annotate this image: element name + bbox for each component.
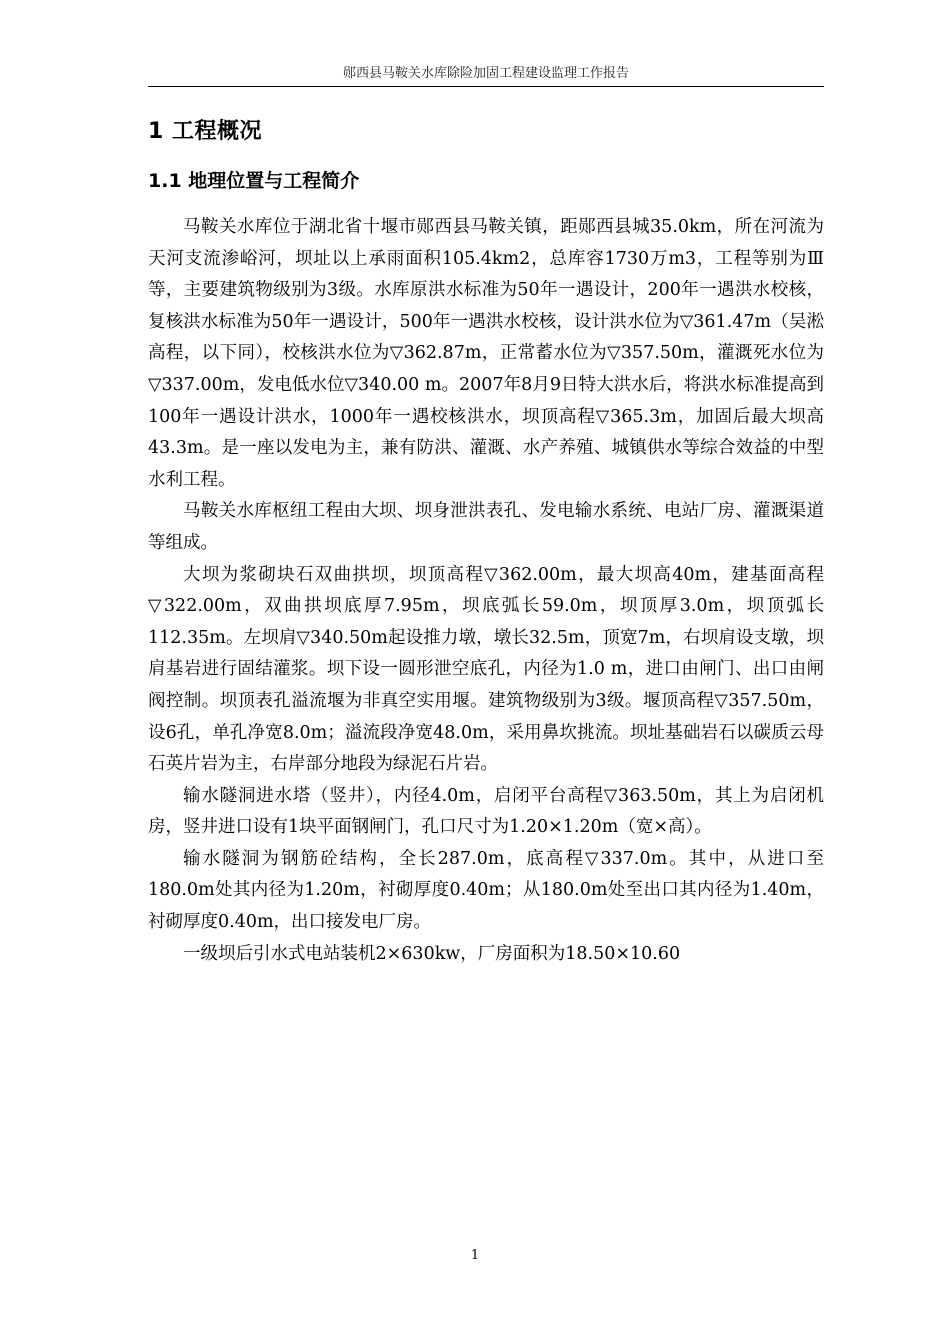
paragraph-intake-tower: 输水隧洞进水塔（竖井），内径4.0m，启闭平台高程▽363.50m，其上为启闭机房，竖井进口设有1块平面钢闸门，孔口尺寸为1.20×1.20m（宽×高）。 [148,785,824,838]
paragraph-tunnel: 输水隧洞为钢筋砼结构，全长287.0m，底高程▽337.0m。其中，从进口至180.0m处其内径为1.20m，衬砌厚度0.40m；从180.0m处至出口其内径为1.40m，衬砌厚度0.40m，出口接发电厂房。 [148,848,824,933]
page-header: 郧西县马鞍关水库除险加固工程建设监理工作报告 [148,64,824,87]
paragraph-power-station: 一级坝后引水式电站装机2×630kw，厂房面积为18.50×10.60 [183,943,681,964]
paragraph-hub-composition: 马鞍关水库枢纽工程由大坝、坝身泄洪表孔、发电输水系统、电站厂房、灌溉渠道等组成。 [148,501,824,553]
paragraph-dam: 大坝为浆砌块石双曲拱坝，坝顶高程▽362.00m，最大坝高40m，建基面高程▽322.00m，双曲拱坝底厚7.95m，坝底弧长59.0m，坝顶厚3.0m，坝顶弧长112.35m。左坝肩▽340.50m起设推力墩，墩长32.5m，顶宽7m，右坝肩设支墩，坝肩基岩进行固结灌浆。坝下设一圆形泄空底孔，内径为1.0 m，进口由闸门、出口由闸阀控制。坝顶表孔溢流堰为非真空实用堰。建筑物级别为3级。堰顶高程▽357.50m，设6孔，单孔净宽8.0m；溢流段净宽48.0m，采用鼻坎挑流。坝址基础岩石以碳质云母石英片岩为主，右岸部分地段为绿泥石片岩。 [148,564,824,775]
paragraph-location: 马鞍关水库位于湖北省十堰市郧西县马鞍关镇，距郧西县城35.0km，所在河流为天河支流渗峪河，坝址以上承雨面积105.4km2，总库容1730万m3，工程等别为Ⅲ等，主要建筑物级别为3级。水库原洪水标准为50年一遇设计，200年一遇洪水校核，复核洪水标准为50年一遇设计，500年一遇洪水校核，设计洪水位为▽361.47m（吴淞高程，以下同），校核洪水位为▽362.87m，正常蓄水位为▽357.50m，灌溉死水位为▽337.00m，发电低水位▽340.00 m。2007年8月9日特大洪水后，将洪水标准提高到100年一遇设计洪水，1000年一遇校核洪水，坝顶高程▽365.3m，加固后最大坝高43.3m。是一座以发电为主，兼有防洪、灌溉、水产养殖、城镇供水等综合效益的中型水利工程。 [148,217,824,490]
body-text [148,212,824,970]
section-heading: 1 工程概况 [148,119,262,144]
page-number: 1 [470,1248,480,1263]
subsection-heading: 1.1 地理位置与工程简介 [148,170,360,192]
